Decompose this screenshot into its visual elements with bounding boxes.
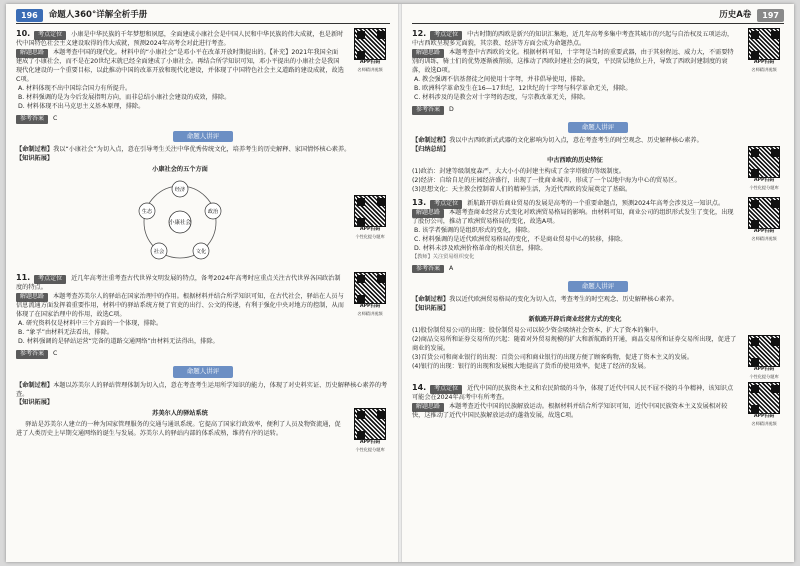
analysis-text: 本题考查中古西欧的文化。根据材料可知，十字弩是当时的重要武器，由于其射程远、威力大，不需要特别的训练，骑士们的优势逐渐被削弱，这推动了西欧封建社会的演变，平民阶层地位上升，导致了西欧封建制度的衰落，故选D项。 [412,48,734,74]
qr-code-block[interactable] [744,335,784,380]
question-number: 12. [412,29,427,38]
analysis-text: 本题考查苏美尔人的驿站在国家治理中的作用。根据材料并结合所学知识可知，在古代社会，驿站在人员与信息流通方面发挥着重要作用，材料中的驿站系统方便了官吏的出行、公文的传递，有利于强化中央对地方的控制，从而体现了在国家治理中的作用，故选C项。 [16,293,344,319]
answer-value: C [52,350,58,358]
qr-subcaption: 名师精讲视频 [751,66,777,72]
qr-code-icon[interactable] [354,28,386,60]
option-line: C. 材料强调的是近代欧洲贸易格局的变化，不是商业贸易中心的转移，排除。 [414,236,627,244]
diagram-title: 小康社会的五个方面 [152,166,208,174]
system-title: 苏美尔人的驿站系统 [152,410,208,418]
qr-code-block[interactable] [744,197,784,276]
review-banner: 命题人讲评 [16,366,390,377]
option-line: C. 材料涉及的是教会对十字弩的态度，与宗教改革无关，排除。 [414,93,590,101]
qr-subcaption: 名师精讲视频 [357,311,383,317]
diagram-node: 经济 [174,187,186,194]
qr-code-icon[interactable] [354,195,386,227]
option-line: A. 教会强调不信基督徒之间使用十字弩，并非倡导使用，排除。 [414,75,590,83]
section-tag: 考点定位 [430,200,462,209]
diagram-svg [105,175,255,265]
question-text: 近代中国的民族资本主义和农民阶级的斗争，体现了近代中国人民不屈不挠的斗争精神，该知识点可能会在2024年高考中有所考查。 [412,385,734,402]
summary-row [412,146,784,195]
diagram-node: 文化 [195,249,207,256]
page-number: 196 [16,9,43,23]
diagram-node: 政治 [207,209,219,216]
answer-value: C [52,114,58,122]
page-header [412,8,784,24]
page-header [16,8,390,24]
expand-row [412,305,784,380]
qr-caption: APP扫码 [359,440,381,446]
option-line: B. 欧洲科学革命发生在16—17世纪，12世纪的十字弩与科学革命无关，排除。 [414,84,632,92]
qr-code-block[interactable] [350,408,390,453]
qr-code-icon[interactable] [748,197,780,229]
five-aspects-diagram [105,166,255,266]
qr-caption: APP扫码 [753,367,775,373]
diagram-center: 小康社会 [168,220,192,227]
analysis-text: 本题考查中国的现代化。材料中的“小康社会”是邓小平在改革开放时期提出的。【补充】2021年我国全面建成了小康社会，而不是在20世纪末就已经全面建成了小康社会。再结合所学知识可知，邓小平提出的小康社会是我国现代化建设的一个重要目标，以此推动中国的改革开放和现代化建设，并体现了中国特色社会主义道路的建设成就，故选C项。 [16,48,344,83]
question-12 [412,28,784,118]
review-banner: 命题人讲评 [412,281,784,292]
question-number: 14. [412,383,427,393]
analysis-tag: 解题思路 [412,49,444,58]
expand-item: (4)银行的出现：银行的出现和发展极大地提高了货币的使用效率，促进了经济的发展。 [412,362,650,370]
qr-code-icon[interactable] [748,28,780,60]
expand-item: (3)百货公司和商业银行的出现：百货公司和商业银行的出现方便了顾客购物，促进了资本主义的发展。 [412,353,694,361]
question-number: 13. [412,198,427,208]
question-text: 中古时期的西欧是新兴的知识汇集地，近几年高考多集中考查其城市的兴起与自治权及五项运动，中古西欧呈现多元面貌，其宗教、经济等方面会成为命题热点。 [412,31,734,47]
page-number: 197 [757,9,784,23]
option-line: D. 材料强调的是驿站运营“完备的道路交通网络”由材料无法得出，排除。 [18,338,219,346]
process-note: 【命制过程】本题以苏美尔人的驿站管理体制为切入点，意在考查考生运用所学知识的能力，体现了对史料实证、历史解释核心素养的考查。 [16,381,388,398]
question-10 [16,28,390,127]
expand-label: 【知识拓展】 [16,399,54,407]
left-page [6,4,398,562]
qr-caption: APP扫码 [359,60,381,65]
analysis-tag: 解题思路 [412,209,444,218]
book-spread [6,4,794,562]
qr-subcaption: 个性化提分题库 [749,373,779,379]
qr-caption: APP扫码 [753,178,775,184]
summary-item: (2)经济：自给自足的庄园经济盛行，出现了一批商业城市，形成了一个以地中海为中心的贸易区。 [412,177,681,185]
question-13 [412,197,784,276]
qr-code-icon[interactable] [748,335,780,367]
qr-code-icon[interactable] [748,146,780,178]
summary-item: (3)思想文化：天主教会控制着人们的精神生活，为近代西欧的发展奠定了基础。 [412,186,632,194]
book-title: 历史A卷 [719,10,752,21]
summary-title: 中古西欧的历史特征 [547,157,603,165]
answer-tag: 参考答案 [412,106,444,115]
process-note: 【命制过程】我以“小康社会”为切入点，意在引导考生关注中华优秀传统文化，培养考生的历史解释、家国情怀核心素养。 [16,146,351,154]
question-text: 近几年高考注重考查古代世界文明发展的特点，备考2024年高考时应重点关注古代世界各国政治制度的特点。 [16,275,341,292]
section-tag: 考点定位 [430,31,462,40]
qr-caption: APP扫码 [359,227,381,233]
option-line: D. 材料体现不出马克思主义基本原理，排除。 [18,102,145,110]
process-note: 【命制过程】我以中古西欧新式武器的文化影响为切入点，意在考查考生的时空观念、历史解释核心素养。 [412,137,703,145]
system-row [16,408,390,453]
qr-code-icon[interactable] [354,408,386,440]
qr-code-block[interactable] [744,28,784,118]
qr-code-block[interactable] [744,146,784,195]
answer-tag: 参考答案 [16,115,48,124]
question-14 [412,382,784,427]
analysis-tag: 解题思路 [16,293,48,302]
question-text: 新航路开辟后商业贸易的发展是高考的一个重要命题点，预测2024年高考会涉及这一知识点。 [467,200,725,208]
diagram-node: 社会 [153,249,165,256]
expand-item: (1)股份制贸易公司的出现：股份制贸易公司以较少资金吸纳社会资本，扩大了资本的集中。 [412,326,663,334]
answer-tag: 参考答案 [16,350,48,359]
qr-caption: APP扫码 [753,60,775,65]
answer-value: A [448,264,454,272]
answer-tag: 参考答案 [412,265,444,274]
qr-caption: APP扫码 [359,304,381,310]
question-11 [16,272,390,362]
section-tag: 考点定位 [34,275,66,284]
qr-subcaption: 个性化提分题库 [749,185,779,191]
teacher-note: 【教师】关注贸易组织变化 [412,254,475,261]
qr-code-block[interactable] [350,272,390,362]
diagram-row [16,155,390,270]
right-page [402,4,794,562]
book-title: 命题人360°详解全析手册 [48,10,148,21]
answer-value: D [448,105,454,113]
analysis-text: 本题考查商业经营方式变化对欧洲贸易格局的影响。由材料可知，商业公司的组织形式发生了变化，出现了股份公司，推动了欧洲贸易格局的变化，故选A项。 [412,209,734,226]
expand-label: 【知识拓展】 [16,155,54,163]
analysis-text: 本题考查近代中国的民族解放运动。根据材料并结合所学知识可知，近代中国民族资本主义发展相对较快，这推动了近代中国民族解放运动的蓬勃发展，故选C项。 [412,403,728,420]
question-number: 10. [16,29,31,38]
analysis-tag: 解题思路 [16,49,48,58]
option-line: A. 材料体现不出中国综合国力有所提升。 [18,84,132,92]
question-number: 11. [16,273,31,283]
option-line: B. 材料强调的是为今后发展指明方向，而非总结小康社会建设的成效，排除。 [18,93,231,101]
qr-code-block[interactable] [744,382,784,427]
system-text: 驿站是苏美尔人建立的一种为国家管理服务的交通与通讯系统。它提高了国家行政效率，便利了人员及物资流通，促进了人类历史上早期交通网络的诞生与发展。苏美尔人的驿站内部的体系成熟，维持有序的运转。 [16,421,341,438]
qr-subcaption: 名师精讲视频 [751,421,777,427]
option-line: B. 该学者强调的是组织形式的变化，排除。 [414,227,534,235]
review-banner: 命题人讲评 [412,122,784,133]
option-line: B. “象孚”由材料无法看出，排除。 [18,329,114,337]
qr-subcaption: 个性化提分题库 [355,447,385,453]
qr-caption: APP扫码 [753,229,775,235]
qr-caption: APP扫码 [753,414,775,420]
qr-subcaption: 名师精讲视频 [751,236,777,242]
process-note: 【命制过程】我以近代欧洲贸易格局的变化为切入点，考查考生的时空观念、历史解释核心素养。 [412,296,679,304]
section-tag: 考点定位 [430,385,462,394]
diagram-node: 生态 [141,209,153,216]
summary-label: 【归纳总结】 [412,146,450,154]
summary-item: (1)政治：封建等级制度森严，大大小小的封建主构成了金字塔般的等级制度。 [412,168,625,176]
expand-label: 【知识拓展】 [412,305,450,313]
qr-code-icon[interactable] [748,382,780,414]
analysis-tag: 解题思路 [412,403,444,412]
qr-code-block[interactable] [350,195,390,270]
qr-subcaption: 个性化提分题库 [355,234,385,240]
expand-title: 新航路开辟后商业经营方式的变化 [528,316,622,323]
option-line: A. 研究资料仅是材料中三个方面的一个体现，排除。 [18,320,163,328]
expand-item: (2)商品交易所和证券交易所的兴起：随着对外贸易规模的扩大和新航路的开通，商品交易所和证券交易所出现，促进了商业的发展。 [412,335,737,352]
qr-subcaption: 名师精讲视频 [357,66,383,72]
option-line: D. 材料未涉及欧洲价格革命的相关信息，排除。 [414,245,547,253]
section-tag: 考点定位 [34,31,66,40]
qr-code-block[interactable] [350,28,390,127]
qr-code-icon[interactable] [354,272,386,304]
question-text: 小康是中华民族的千年梦想和夙愿，全面建成小康社会是中国人民和中华民族的伟大成就，也是新时代中国特色社会主义建设取得的伟大成就，预测2024年高考会对此进行考查。 [16,31,344,47]
review-banner: 命题人讲评 [16,131,390,142]
